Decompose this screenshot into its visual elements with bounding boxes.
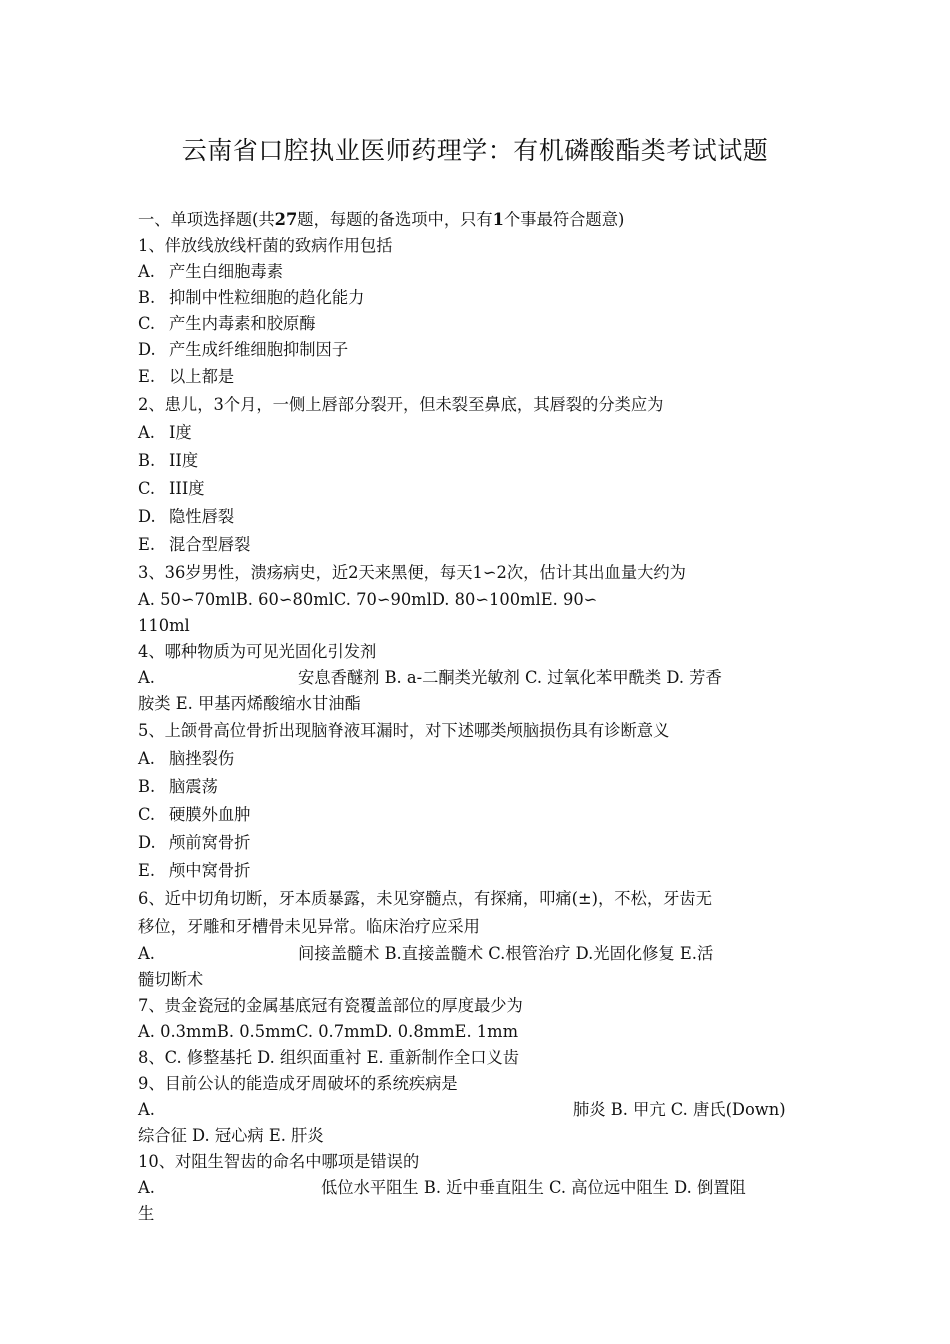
- option-line: 综合征 D. 冠心病 E. 肝炎: [138, 1126, 324, 1145]
- option-line: 胺类 E. 甲基丙烯酸缩水甘油酯: [138, 694, 361, 713]
- question-stem: 1、伴放线放线杆菌的致病作用包括: [138, 236, 393, 255]
- option-line: A. 间接盖髓术 B.直接盖髓术 C.根管治疗 D.光固化修复 E.活: [138, 944, 714, 963]
- option-line: A. 脑挫裂伤: [138, 749, 235, 768]
- question-stem: 5、上颌骨高位骨折出现脑脊液耳漏时，对下述哪类颅脑损伤具有诊断意义: [138, 721, 670, 740]
- option-line: E. 颅中窝骨折: [138, 861, 251, 880]
- section-header: 一、单项选择题(共27题，每题的备选项中，只有1个事最符合题意): [138, 210, 625, 229]
- option-line: A. 0.3mmB. 0.5mmC. 0.7mmD. 0.8mmE. 1mm: [138, 1022, 519, 1041]
- question-stem: 移位，牙雕和牙槽骨未见异常。临床治疗应采用: [138, 917, 480, 936]
- question-stem: 7、贵金瓷冠的金属基底冠有瓷覆盖部位的厚度最少为: [138, 996, 523, 1015]
- question-stem: 8、C. 修整基托 D. 组织面重衬 E. 重新制作全口义齿: [138, 1048, 520, 1067]
- option-line: D. 产生成纤维细胞抑制因子: [138, 340, 349, 359]
- option-line: 110ml: [138, 616, 190, 635]
- option-line: D. 颅前窝骨折: [138, 833, 251, 852]
- option-line: C. III度: [138, 479, 205, 498]
- option-line: E. 混合型唇裂: [138, 535, 251, 554]
- option-line: B. 抑制中性粒细胞的趋化能力: [138, 288, 365, 307]
- option-line: A. 肺炎 B. 甲亢 C. 唐氏(Down): [138, 1100, 786, 1119]
- option-line: B. 脑震荡: [138, 777, 218, 796]
- option-line: 生: [138, 1204, 155, 1223]
- question-stem: 4、哪种物质为可见光固化引发剂: [138, 642, 377, 661]
- option-line: A. 安息香醚剂 B. a-二酮类光敏剂 C. 过氧化苯甲酰类 D. 芳香: [138, 668, 722, 687]
- page-title: 云南省口腔执业医师药理学：有机磷酸酯类考试试题: [181, 136, 769, 165]
- option-line: A. 50∽70mlB. 60∽80mlC. 70∽90mlD. 80∽100mlE. 90∽: [138, 590, 598, 609]
- option-line: D. 隐性唇裂: [138, 507, 235, 526]
- question-stem: 3、36岁男性，溃疡病史，近2天来黑便，每天1∽2次，估计其出血量大约为: [138, 563, 686, 582]
- option-line: C. 硬膜外血肿: [138, 805, 251, 824]
- question-stem: 6、近中切角切断，牙本质暴露，未见穿髓点，有探痛，叩痛(±)，不松，牙齿无: [138, 889, 712, 908]
- question-stem: 9、目前公认的能造成牙周破坏的系统疾病是: [138, 1074, 458, 1093]
- option-line: C. 产生内毒素和胶原酶: [138, 314, 316, 333]
- option-line: E. 以上都是: [138, 367, 235, 386]
- exam-content: [138, 207, 814, 1227]
- question-stem: 2、患儿，3个月，一侧上唇部分裂开，但未裂至鼻底，其唇裂的分类应为: [138, 395, 664, 414]
- question-stem: 10、对阻生智齿的命名中哪项是错误的: [138, 1152, 420, 1171]
- option-line: A. 产生白细胞毒素: [138, 262, 283, 281]
- option-line: 髓切断术: [138, 970, 204, 989]
- option-line: A. 低位水平阻生 B. 近中垂直阻生 C. 高位远中阻生 D. 倒置阻: [138, 1178, 746, 1197]
- option-line: A. I度: [138, 423, 192, 442]
- option-line: B. II度: [138, 451, 199, 470]
